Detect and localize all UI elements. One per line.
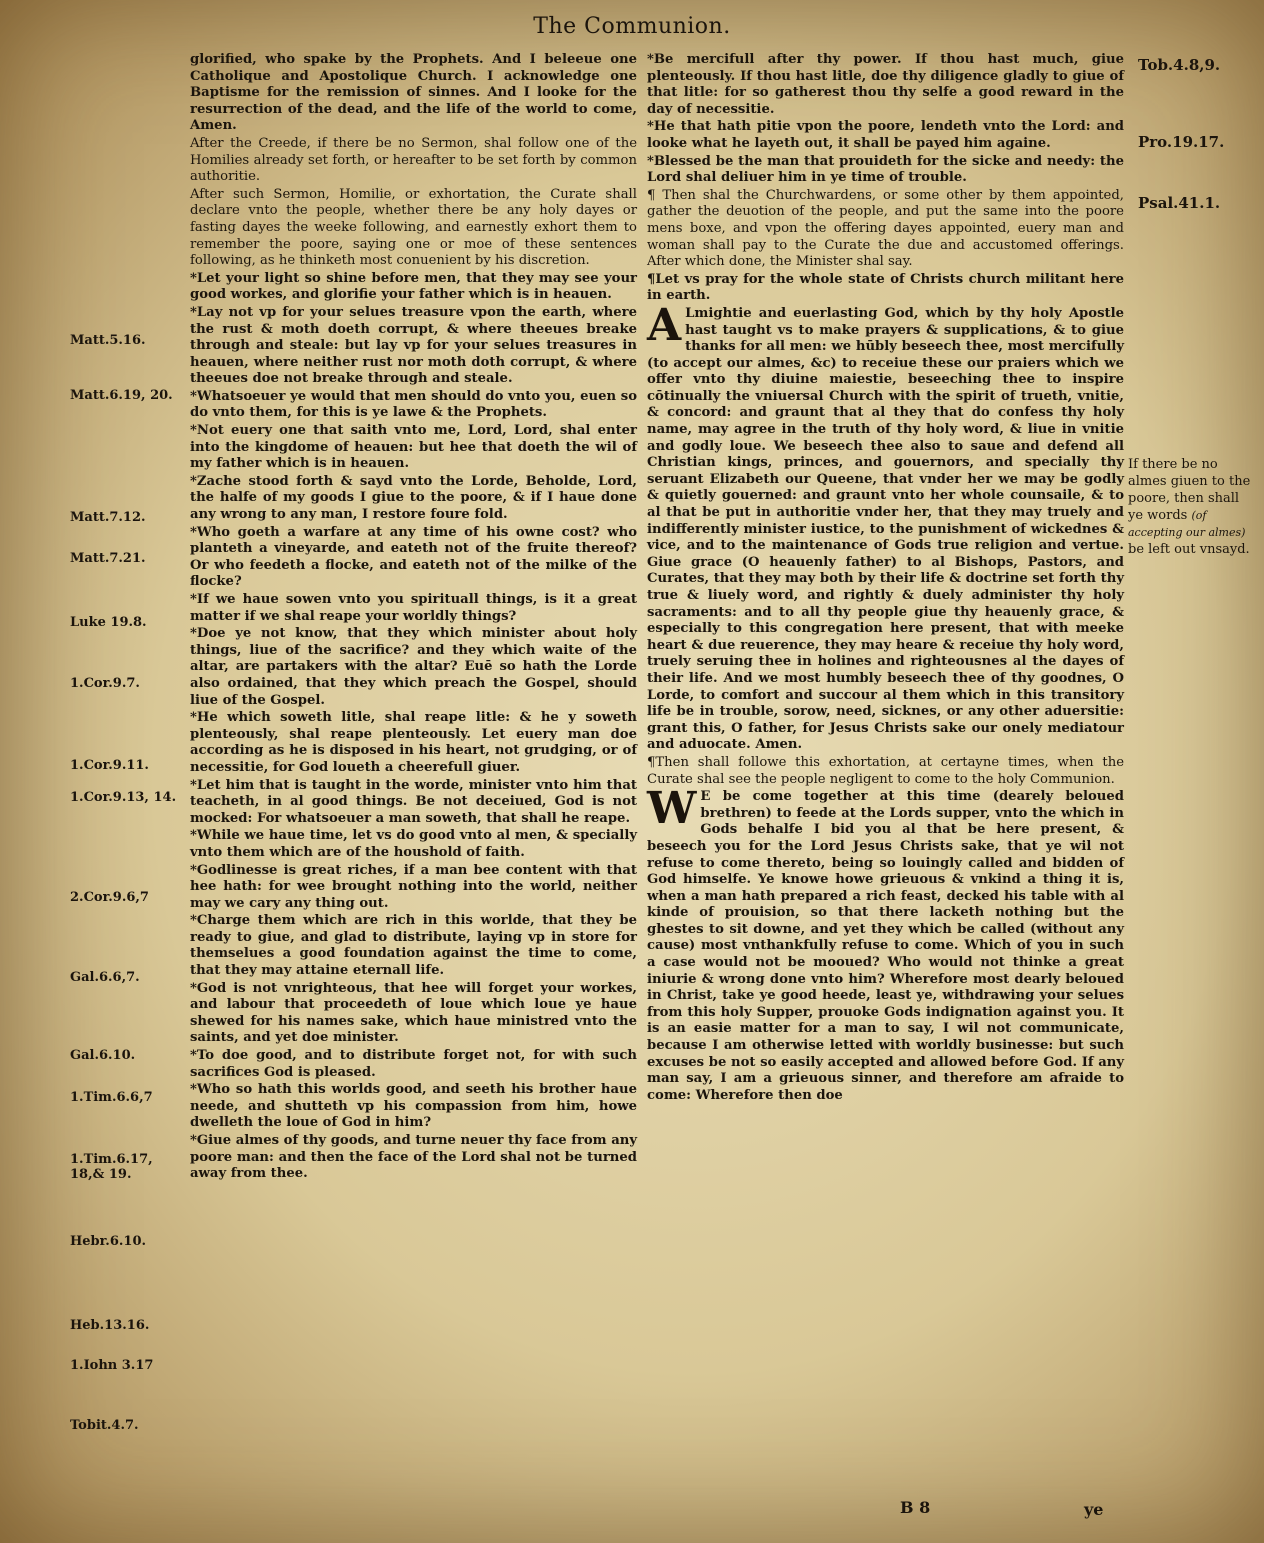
paragraph — [190, 592, 637, 625]
margin-reference: 1.Tim.6.17, 18,& 19. — [70, 1152, 153, 1182]
drop-cap: W — [647, 783, 697, 835]
paragraph — [647, 119, 1124, 152]
right-text-column — [647, 52, 1124, 1105]
paragraph-text: *Who so hath this worlds good, and seeth his brother haue neede, and shutteth vp his compassion from him, howe dwelleth the loue of God in him? — [190, 1082, 637, 1131]
margin-reference: Matt.6.19, 20. — [70, 388, 173, 403]
paragraph-text: *Blessed be the man that prouideth for the sicke and needy: the Lord shal deliuer him in ye time of trouble. — [647, 153, 1124, 186]
catchword: ye — [1084, 1500, 1104, 1519]
margin-reference: Tob.4.8,9. — [1138, 56, 1221, 74]
page-title: The Communion. — [533, 14, 731, 39]
margin-reference: Matt.7.12. — [70, 510, 146, 525]
paragraph — [190, 525, 637, 591]
paragraph — [190, 474, 637, 524]
paragraph — [190, 52, 637, 135]
paragraph — [190, 1082, 637, 1132]
paragraph — [647, 154, 1124, 187]
paragraph — [647, 783, 1124, 1104]
signature-mark: B 8 — [900, 1498, 931, 1517]
paragraph-text: *To doe good, and to distribute forget not, for with such sacrifices God is pleased. — [190, 1048, 637, 1080]
paragraph-text: After such Sermon, Homilie, or exhortation, the Curate shall declare vnto the people, whether there be any holy dayes or fasting dayes the weeke following, and earnestly exhort them to remember the poore, saying one or moe of these sentences following, as he thinketh most conuenient by his discretion. — [190, 186, 637, 269]
paragraph — [190, 389, 637, 422]
margin-reference: Pro.19.17. — [1138, 133, 1225, 151]
margin-reference: 1.Tim.6.6,7 — [70, 1090, 153, 1105]
side-gloss-italic: (of accepting our almes) — [1128, 509, 1246, 539]
margin-reference: Tobit.4.7. — [70, 1418, 139, 1433]
side-gloss-tail: be left out vnsayd. — [1128, 542, 1250, 557]
paragraph — [190, 981, 637, 1047]
margin-reference: Psal.41.1. — [1138, 194, 1221, 212]
paragraph — [190, 778, 637, 828]
paragraph-text: *Who goeth a warfare at any time of his owne cost? who planteth a vineyarde, and eateth not of the fruite thereof? Or who feedeth a flocke, and eateth not of the milke of the flocke? — [190, 524, 637, 590]
drop-cap: A — [647, 299, 682, 351]
paragraph-text: ¶Let vs pray for the whole state of Christs church militant here in earth. — [647, 271, 1124, 304]
side-gloss-text: If there be no almes giuen to the poore, then shall ye words — [1128, 457, 1251, 523]
paragraph-text: glorified, who spake by the Prophets. And I beleeue one Catholique and Apostolique Church. I acknowledge one Baptisme for the remission of sinnes. And I looke for the resurrection of the dead, and the life of the world to come, Amen. — [190, 52, 637, 134]
paragraph-text: *Let your light so shine before men, that they may see your good workes, and glorifie your father which is in heauen. — [190, 270, 637, 303]
margin-reference: Luke 19.8. — [70, 615, 147, 630]
paragraph-text: ¶Then shall followe this exhortation, at certayne times, when the Curate shal see the people negligent to come to the holy Communion. — [647, 754, 1124, 787]
paragraph-text: *Charge them which are rich in this worlde, that they be ready to giue, and glad to distribute, laying vp in store for themselues a good foundation against the time to come, that they may attaine eternall life. — [190, 913, 637, 979]
paragraph — [190, 136, 637, 186]
paragraph — [190, 626, 637, 709]
side-gloss — [1128, 456, 1256, 558]
paragraph — [647, 299, 1124, 754]
margin-reference: Gal.6.6,7. — [70, 970, 140, 985]
paragraph-text: Lmightie and euerlasting God, which by thy holy Apostle hast taught vs to make prayers & supplications, & to giue thanks for all men: we hūbly beseech thee, most mercifully (to accept our almes, &c) to receiue these our praiers which we offer vnto thy diuine maiestie, beseeching thee to inspire cōtinually the vniuersal Church with the spirit of trueth, vnitie, & concord: and graunt that al they that do confess thy holy name, may agree in the truth of thy holy word, & liue in vnitie and godly loue. We beseech thee also to saue and defend all Christian kings, princes, and gouernors, and specially thy seruant Elizabeth our Queene, that vnder her we may be godly & quietly gouerned: and graunt vnto her whole counsaile, & to al that be put in authoritie vnder her, that they may truely and indifferently minister iustice, to the punishment of wickednes & vice, and to the maintenance of Gods true religion and vertue. Giue grace (O heauenly father) to al Bishops, Pastors, and Curates, that they may both by their life & doctrine set forth thy true & liuely word, and rightly & duely administer thy holy sacraments: and to all thy people giue thy heauenly grace, & especially to this congregation here present, that with meeke heart & due reuerence, they may heare & receiue thy holy word, truely seruing thee in holines and righteousnes al the dayes of their life. And we most humbly beseech thee of thy goodnes, O Lorde, to comfort and succour al them which in this transitory life be in trouble, sorow, need, sicknes, or any other aduersitie: grant this, O father, for Jesus Christs sake our onely mediatour and aduocate. Amen. — [647, 305, 1124, 753]
paragraph — [647, 52, 1124, 118]
paragraph — [190, 828, 637, 861]
margin-reference: 1.Cor.9.11. — [70, 758, 149, 773]
paragraph-text: *If we haue sowen vnto you spirituall things, is it a great matter if we shal reape your worldly things? — [190, 592, 637, 624]
margin-reference: Hebr.6.10. — [70, 1234, 147, 1249]
paragraph — [190, 913, 637, 979]
paragraph — [190, 1133, 637, 1183]
paragraph — [647, 272, 1124, 305]
margin-reference: Matt.7.21. — [70, 551, 146, 566]
paragraph — [190, 863, 637, 913]
paragraph — [190, 271, 637, 304]
margin-reference: Matt.5.16. — [70, 333, 146, 348]
paragraph-text: *God is not vnrighteous, that hee will forget your workes, and labour that proceedeth of loue which loue ye haue shewed for his names sake, which haue ministred vnto the saints, and yet doe minister. — [190, 980, 637, 1046]
margin-reference: Heb.13.16. — [70, 1318, 150, 1333]
paragraph-text: ¶ Then shal the Churchwardens, or some other by them appointed, gather the deuotion of the people, and put the same into the poore mens boxe, and vpon the offering dayes appointed, euery man and woman shall pay to the Curate the due and accustomed offerings. After which done, the Minister shal say. — [647, 187, 1124, 270]
paragraph — [190, 187, 637, 270]
paragraph-text: *While we haue time, let vs do good vnto al men, & specially vnto them which are of the houshold of faith. — [190, 828, 637, 860]
paragraph-text: *He which soweth litle, shal reape litle: & he y soweth plenteously, shal reape plenteously. Let euery man doe according as he is disposed in his heart, not grudging, or of necessitie, for God loueth a cheerefull giuer. — [190, 710, 637, 775]
paragraph-text: E be come together at this time (dearely beloued brethren) to feede at the Lords supper, vnto the which in Gods behalfe I bid you al that be here present, & beseech you for the Lord Jesus Christs sake, that ye wil not refuse to come thereto, being so louingly called and bidden of God himselfe. Ye knowe howe grieuous & vnkind a thing it is, when a man hath prepared a rich feast, decked his table with al kinde of prouision, so that there lacketh nothing but the ghestes to sit downe, and yet they which be called (without any cause) most vnthankfully refuse to come. Which of you in such a case would not be mooued? Who would not thinke a great iniurie & wrong done vnto him? Wherefore most dearly beloued in Christ, take ye good heede, least ye, withdrawing your selues from this holy Supper, prouoke Gods indignation against you. It is an easie matter for a man to say, I wil not communicate, because I am otherwise letted with worldly businesse: but such excuses be not so easily accepted and allowed before God. If any man say, I am a grieuous sinner, and therefore am afraide to come: Wherefore then doe — [647, 789, 1124, 1103]
paragraph-text: *Giue almes of thy goods, and turne neuer thy face from any poore man: and then the face of the Lord shal not be turned away from thee. — [190, 1133, 637, 1182]
paragraph — [647, 188, 1124, 271]
margin-reference: 1.Cor.9.13, 14. — [70, 790, 177, 805]
margin-reference: Gal.6.10. — [70, 1048, 136, 1063]
margin-reference: 1.Iohn 3.17 — [70, 1358, 154, 1373]
paragraph-text: *Whatsoeuer ye would that men should do vnto you, euen so do vnto them, for this is ye lawe & the Prophets. — [190, 388, 637, 421]
paragraph — [647, 755, 1124, 788]
paragraph-text: *Doe ye not know, that they which minister about holy things, liue of the sacrifice? and they which waite of the altar, are partakers with the altar? Euē so hath the Lorde also ordained, that they which preach the Gospel, should liue of the Gospel. — [190, 626, 637, 708]
paragraph-text: *Lay not vp for your selues treasure vpon the earth, where the rust & moth doeth corrupt, & where theeues breake through and steale: but lay vp for your selues treasures in heauen, where neither rust nor moth doth corrupt, & where theeues doe not breake through and steale. — [190, 304, 637, 387]
paragraph-text: *Godlinesse is great riches, if a man bee content with that hee hath: for wee brought nothing into the world, neither may we cary any thing out. — [190, 862, 637, 911]
paragraph-text: *Let him that is taught in the worde, minister vnto him that teacheth, in al good things. Be not deceiued, God is not mocked: For whatsoeuer a man soweth, that shall he reape. — [190, 777, 637, 826]
margin-reference: 2.Cor.9.6,7 — [70, 890, 149, 905]
paragraph-text: *Not euery one that saith vnto me, Lord, Lord, shal enter into the kingdome of heauen: but hee that doeth the wil of my father which is in heauen. — [190, 423, 637, 472]
paragraph — [190, 1048, 637, 1081]
paragraph — [190, 305, 637, 388]
paragraph — [190, 710, 637, 776]
paragraph — [190, 423, 637, 473]
paragraph-text: *Be mercifull after thy power. If thou hast much, giue plenteously. If thou hast litle, doe thy diligence gladly to giue of that litle: for so gatherest thou thy selfe a good reward in the day of necessitie. — [647, 52, 1124, 117]
margin-reference: 1.Cor.9.7. — [70, 676, 140, 691]
paragraph-text: *Zache stood forth & sayd vnto the Lorde, Beholde, Lord, the halfe of my goods I giue to the poore, & if I haue done any wrong to any man, I restore foure fold. — [190, 473, 637, 523]
left-text-column — [190, 52, 637, 1184]
paragraph-text: After the Creede, if there be no Sermon, shal follow one of the Homilies already set forth, or hereafter to be set forth by common authoritie. — [190, 135, 637, 185]
paragraph-text: *He that hath pitie vpon the poore, lendeth vnto the Lord: and looke what he layeth out, it shall be payed him againe. — [647, 119, 1124, 151]
